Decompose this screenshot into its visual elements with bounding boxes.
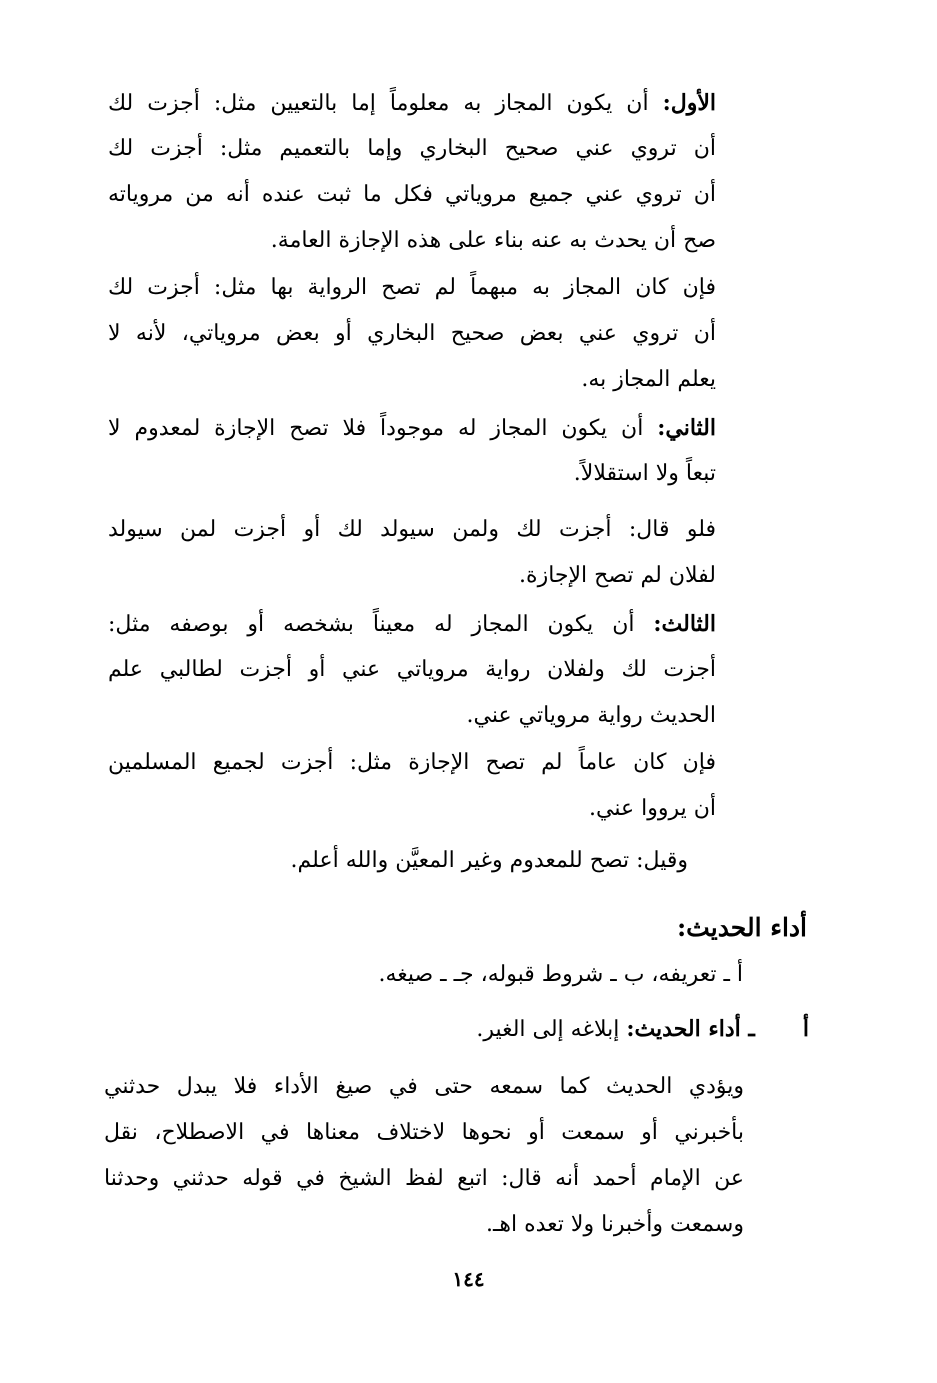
paragraph-third-condition: [108, 601, 716, 739]
section-outline: أ ـ تعريفه، ب ـ شروط قبوله، جـ ـ صيغه.: [378, 962, 743, 987]
text-line: فإن كان المجاز به مبهماً لم تصح الرواية بها مثل: أجزت لك: [108, 275, 716, 300]
text-line: وقيل: تصح للمعدوم وغير المعيَّن والله أعلم.: [290, 848, 688, 873]
text-line: فإن كان عاماً لم تصح الإجازة مثل: أجزت لجميع المسلمين: [108, 750, 716, 775]
paragraph-lead: الأول:: [662, 90, 716, 116]
text-line: فلو قال: أجزت لك ولمن سيولد لك أو أجزت لمن سيولد: [108, 517, 716, 542]
text-line: عن الإمام أحمد أنه قال: اتبع لفظ الشيخ في قوله حدثني وحدثنا: [104, 1166, 744, 1191]
paragraph-second-condition: [108, 405, 716, 497]
paragraph-narration: [104, 1064, 744, 1248]
text-line: الثالث: أن يكون المجاز له معيناً بشخصه أو بوصفه مثل:: [108, 611, 716, 637]
text-line: أن تروي عني بعض صحيح البخاري أو بعض مروياتي، لأنه لا: [108, 321, 716, 346]
page-number: ١٤٤: [452, 1267, 485, 1291]
text-line: أن يرووا عني.: [589, 796, 716, 821]
text-line: وسمعت وأخبرنا ولا تعده اهـ.: [485, 1212, 744, 1237]
text-line: صح أن يحدث به عنه بناء على هذه الإجازة العامة.: [270, 228, 716, 253]
item-marker: أ: [802, 1016, 809, 1042]
text-line: بأخبرني أو سمعت أو نحوها لاختلاف معناها في الاصطلاح، نقل: [104, 1120, 744, 1145]
definition-item: [476, 1006, 809, 1053]
text-line: الحديث رواية مروياتي عني.: [466, 703, 716, 728]
text-line: يعلم المجاز به.: [581, 367, 716, 392]
text-line: أن تروي عني صحيح البخاري وإما بالتعميم مثل: أجزت لك: [108, 136, 716, 161]
paragraph-first-condition: [108, 80, 716, 264]
text-line: الثاني: أن يكون المجاز له موجوداً فلا تصح الإجازة لمعدوم لا: [108, 415, 716, 441]
paragraph-general-case: [108, 740, 716, 832]
text-line: تبعاً ولا استقلالاً.: [573, 461, 716, 486]
text-line: أن تروي عني جميع مروياتي فكل ما ثبت عنده أنه من مروياته: [108, 182, 716, 207]
item-text: إبلاغه إلى الغير.: [476, 1017, 627, 1042]
item-label: ـ أداء الحديث:: [626, 1016, 755, 1042]
paragraph-other-opinion: [108, 838, 716, 884]
text-line: لفلان لم تصح الإجازة.: [519, 563, 716, 588]
paragraph-lead: الثاني:: [657, 415, 716, 441]
paragraph-lead: الثالث:: [653, 611, 716, 637]
paragraph-unborn-example: [108, 507, 716, 599]
text-line: ويؤدي الحديث كما سمعه حتى في صيغ الأداء فلا يبدل حدثني: [104, 1074, 744, 1099]
text-line: الأول: أن يكون المجاز به معلوماً إما بالتعيين مثل: أجزت لك: [108, 90, 716, 116]
text-line: أجزت لك ولفلان رواية مروياتي عني أو أجزت لطالبي علم: [108, 657, 716, 682]
paragraph-vague-case: [108, 265, 716, 403]
section-heading: أداء الحديث:: [676, 913, 807, 942]
